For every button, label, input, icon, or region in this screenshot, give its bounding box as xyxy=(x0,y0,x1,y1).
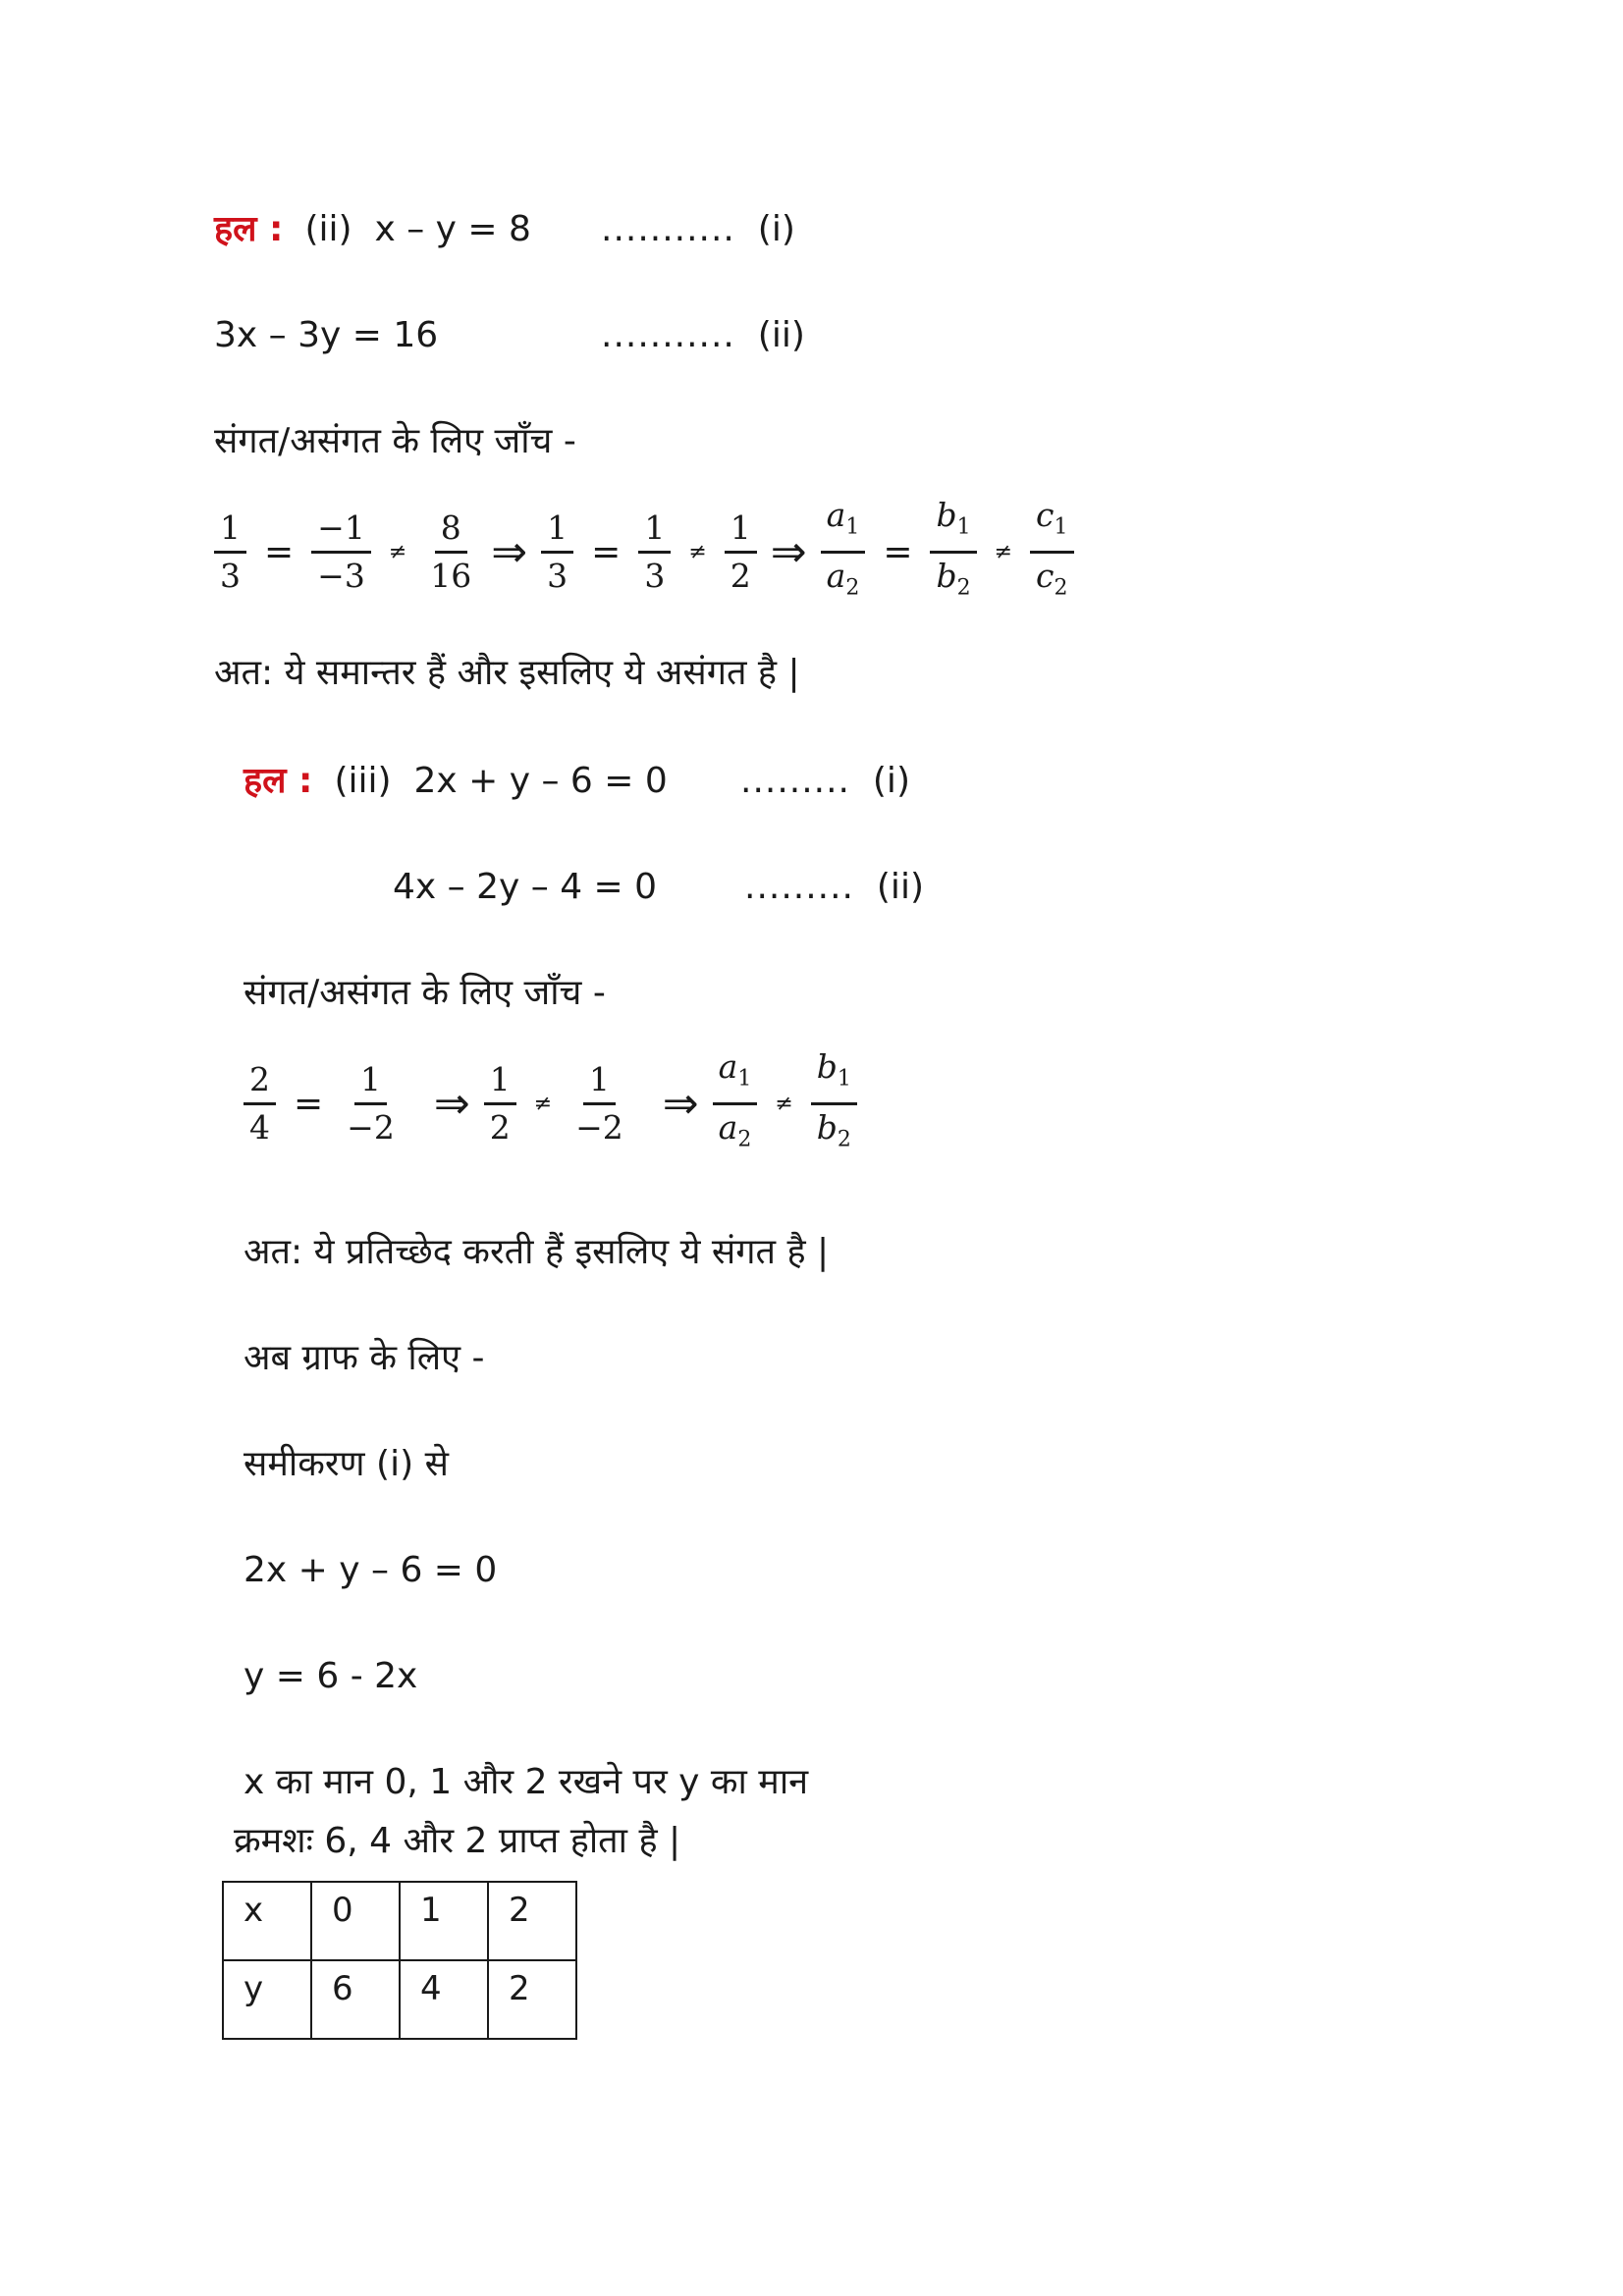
table-cell: 1 xyxy=(400,1882,488,1960)
equation: 3x – 3y = 16 xyxy=(214,315,439,355)
conclusion-text: अत: ये प्रतिच्छेद करती हैं इसलिए ये संगत है | xyxy=(243,1232,830,1272)
solution-iii-eq1-line xyxy=(243,762,668,801)
fraction: $\frac{1}{-2}$ xyxy=(569,1057,629,1150)
table-cell: 2 xyxy=(488,1960,576,2039)
table-cell: 2 xyxy=(488,1882,576,1960)
fraction: $\frac{a_1}{a_2}$ xyxy=(821,493,866,611)
values-text-line2: क्रमशः 6, 4 और 2 प्राप्त होता है | xyxy=(234,1821,681,1861)
equals-sign: = xyxy=(294,1083,324,1124)
ratio-comparison xyxy=(236,1044,865,1162)
fraction: $\frac{1}{3}$ xyxy=(214,506,246,599)
table-row xyxy=(223,1960,576,2039)
not-equal-sign: ≠ xyxy=(688,539,707,564)
equation: 4x – 2y – 4 = 0 xyxy=(393,867,658,907)
table-cell: y xyxy=(223,1960,311,2039)
not-equal-sign: ≠ xyxy=(533,1091,553,1116)
table-cell: x xyxy=(223,1882,311,1960)
solution-ii-eq1-line xyxy=(214,210,531,249)
fraction: $\frac{a_1}{a_2}$ xyxy=(713,1044,758,1162)
equation-ref: ........... (i) xyxy=(601,209,795,249)
solution-iii-eq2-line xyxy=(393,868,657,907)
fraction: $\frac{1}{2}$ xyxy=(484,1057,516,1150)
solution-ii-eq2-line xyxy=(214,316,438,355)
equation-ref: ......... (i) xyxy=(740,761,910,801)
equals-sign: = xyxy=(591,531,622,572)
fraction: $\frac{1}{2}$ xyxy=(725,506,757,599)
hal-label: हल : xyxy=(214,209,284,249)
fraction: $\frac{1}{3}$ xyxy=(541,506,573,599)
table-row xyxy=(223,1882,576,1960)
equation-ref: ......... (ii) xyxy=(744,867,924,907)
check-heading: संगत/असंगत के लिए जाँच - xyxy=(214,421,576,461)
fraction: $\frac{-1}{-3}$ xyxy=(311,506,371,599)
implies-arrow: ⇒ xyxy=(433,1078,470,1129)
table-cell: 6 xyxy=(311,1960,400,2039)
fraction: $\frac{8}{16}$ xyxy=(424,506,477,599)
ratio-comparison xyxy=(206,493,1082,611)
fraction: $\frac{1}{3}$ xyxy=(638,506,671,599)
fraction: $\frac{2}{4}$ xyxy=(243,1057,276,1150)
conclusion-text: अत: ये समान्तर हैं और इसलिए ये असंगत है | xyxy=(214,653,800,693)
implies-arrow: ⇒ xyxy=(491,526,528,577)
check-heading: संगत/असंगत के लिए जाँच - xyxy=(243,973,606,1013)
part-label: (iii) xyxy=(334,761,392,801)
not-equal-sign: ≠ xyxy=(388,539,407,564)
fraction: $\frac{b_1}{b_2}$ xyxy=(930,493,976,611)
equation: 2x + y – 6 = 0 xyxy=(243,1550,498,1590)
fraction: $\frac{c_1}{c_2}$ xyxy=(1030,493,1073,611)
equation: x – y = 8 xyxy=(374,209,531,249)
fraction: $\frac{1}{-2}$ xyxy=(341,1057,401,1150)
implies-arrow: ⇒ xyxy=(770,526,807,577)
graph-heading: अब ग्राफ के लिए - xyxy=(243,1338,485,1378)
from-equation-text: समीकरण (i) से xyxy=(243,1444,449,1484)
hal-label: हल : xyxy=(243,761,313,801)
equation: 2x + y – 6 = 0 xyxy=(413,761,668,801)
values-table xyxy=(222,1881,577,2040)
table-cell: 0 xyxy=(311,1882,400,1960)
fraction: $\frac{b_1}{b_2}$ xyxy=(811,1044,857,1162)
part-label: (ii) xyxy=(304,209,352,249)
implies-arrow: ⇒ xyxy=(662,1078,699,1129)
not-equal-sign: ≠ xyxy=(775,1091,793,1116)
values-text-line1: x का मान 0, 1 और 2 रखने पर y का मान xyxy=(243,1762,809,1802)
equals-sign: = xyxy=(264,531,295,572)
equation-ref: ........... (ii) xyxy=(601,315,805,355)
not-equal-sign: ≠ xyxy=(994,539,1013,564)
equals-sign: = xyxy=(883,531,913,572)
equation-solved: y = 6 - 2x xyxy=(243,1656,418,1696)
table-cell: 4 xyxy=(400,1960,488,2039)
